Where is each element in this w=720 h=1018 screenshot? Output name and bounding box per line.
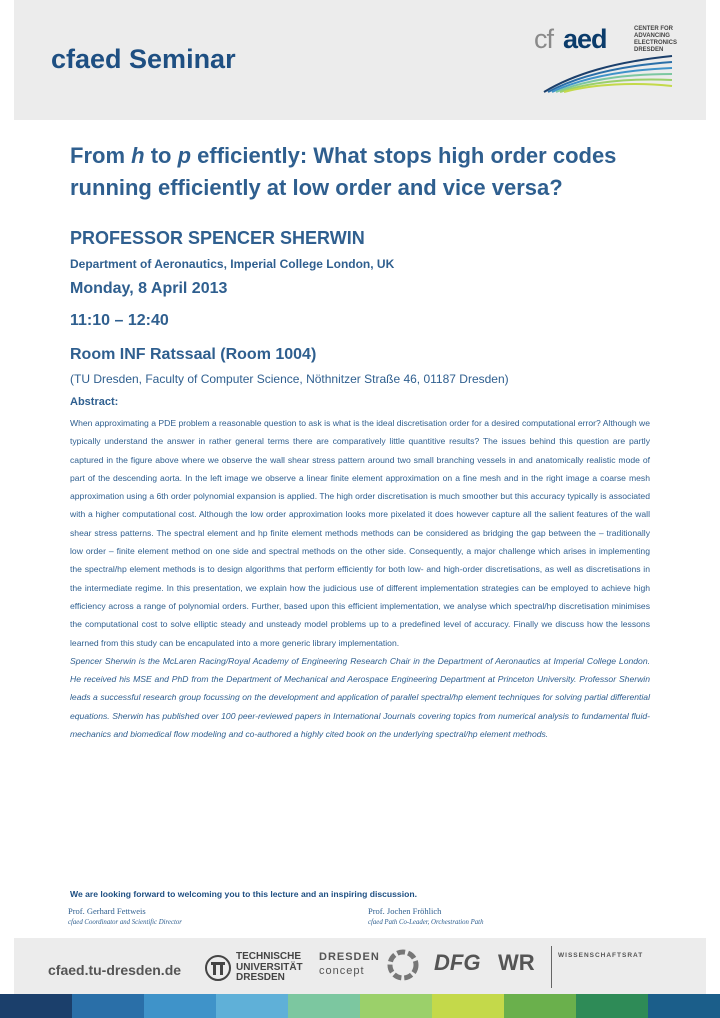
logo-swoosh-icon	[534, 54, 674, 94]
color-strip-segment	[72, 994, 144, 1018]
logo-subtitle-line: DRESDEN	[634, 47, 664, 53]
dresden-concept-ring-icon	[386, 948, 420, 982]
talk-time: 11:10 – 12:40	[70, 312, 169, 329]
footer-url[interactable]: cfaed.tu-dresden.de	[48, 962, 182, 978]
color-strip-segment	[432, 994, 504, 1018]
logo-aed-text: aed	[563, 24, 607, 54]
wissenschaftsrat-text: WISSENSCHAFTSRAT	[558, 952, 644, 959]
tud-line: TECHNISCHE	[236, 951, 302, 962]
talk-title-part: to	[144, 143, 178, 168]
color-strip-segment	[0, 994, 72, 1018]
talk-title-part: efficiently: What stops high order codes running efficiently at low order and vice versa?	[70, 143, 617, 200]
color-strip-segment	[288, 994, 360, 1018]
seminar-title: cfaed Seminar	[51, 44, 236, 74]
tu-dresden-logo	[204, 950, 324, 986]
wr-logo: WR	[498, 950, 535, 975]
talk-date: Monday, 8 April 2013	[70, 280, 228, 297]
dresden-concept-logo	[319, 950, 380, 978]
signatory-name: Prof. Gerhard Fettweis	[68, 906, 146, 916]
room-detail: (TU Dresden, Faculty of Computer Science, Nöthnitzer Straße 46, 01187 Dresden)	[70, 372, 509, 386]
seminar-content	[70, 140, 650, 743]
color-strip-segment	[648, 994, 720, 1018]
tud-line: DRESDEN	[236, 972, 285, 983]
tu-dresden-text	[236, 952, 303, 984]
talk-title-part: From	[70, 143, 132, 168]
logo-subtitle-line: ELECTRONICS	[634, 40, 678, 46]
dfg-logo: DFG	[434, 950, 481, 975]
color-strip-segment	[216, 994, 288, 1018]
color-strip-segment	[504, 994, 576, 1018]
abstract-label: Abstract:	[70, 396, 119, 408]
dresden-concept-line: concept	[319, 965, 365, 977]
signatory-role: cfaed Path Co-Leader, Orchestration Path	[368, 919, 484, 926]
speaker-name: PROFESSOR SPENCER SHERWIN	[70, 228, 365, 248]
signatory-name: Prof. Jochen Fröhlich	[368, 906, 442, 916]
dresden-concept-line: DRESDEN	[319, 951, 380, 963]
signatory-fettweis	[68, 906, 182, 926]
color-strip-segment	[144, 994, 216, 1018]
color-strip-segment	[576, 994, 648, 1018]
tu-dresden-emblem-icon	[204, 954, 232, 982]
logo-subtitle-line: ADVANCING	[634, 33, 670, 39]
welcome-note: We are looking forward to welcoming you to this lecture and an inspiring discussion.	[70, 889, 417, 899]
cfaed-logo	[534, 20, 694, 100]
color-strip-segment	[360, 994, 432, 1018]
header-banner	[14, 0, 706, 120]
signatory-froehlich	[368, 906, 483, 926]
speaker-bio: Spencer Sherwin is the McLaren Racing/Royal Academy of Engineering Research Chair in the Department of Aeronautics at Imperial College London. He received his MSE and PhD from the Department of Mechanical and Aerospace Engineering Department at Princeton University. Professor Sherwin leads a successful research group focussing on the development and application of parallel spectral/hp element techniques for solving partial differential equations. Sherwin has published over 100 peer-reviewed papers in International Journals covering topics from numerical analysis to fundamental fluid-mechanics and biomedical flow modeling and co-authored a highly cited book on the underlying spectral/hp element methods.	[70, 655, 650, 740]
talk-title-p: p	[177, 143, 192, 168]
talk-title-h: h	[131, 143, 145, 168]
abstract-text: When approximating a PDE problem a reasonable question to ask is what is the ideal discretisation order for a desired computational error? Although we typically understand the answer in rather general terms there are comparatively little quantitive results? The issues behind this question are partly captured in the figure above where we observe the wall shear stress pattern around two small branching vessels in and anatomically realistic mode of part of the descending aorta. In the left image we observe a linear finite element approximation on a fine mesh and in the right image a coarse mesh approximation using a 6th order polynomial expansion is applied. The high order discretisation is much smoother but this accuracy typically is associated with a higher computational cost. Although the low order approximation looks more pixelated it does however capture all the salient features of the wall shear stress patterns. The spectral element and hp finite element methods methods can be considered as bridging the gap between the – traditionally low order – finite element method on one side and spectral methods on the other side. Consequently, a major challenge which arises in implementing the spectral/hp element methods is to design algorithms that perform efficiently for both low- and high-order discretisations, as well as discretisations in the intermediate regime. In this presentation, we explain how the judicious use of different implementation strategies can be employed to achieve high efficiency across a range of polynomial orders. Further, based upon this efficient implementation, we analyse which spectral/hp discretisation minimises the computational cost to solve elliptic steady and unsteady model problems up to a predefined level of accuracy. Finally we discuss how the lessons learned from this study can be encapulated into a more generic library implementation.	[70, 418, 650, 648]
footer-banner	[14, 938, 706, 994]
talk-title	[70, 140, 650, 204]
color-strip	[0, 994, 720, 1018]
speaker-department: Department of Aeronautics, Imperial College London, UK	[70, 257, 395, 271]
tud-line: UNIVERSITÄT	[236, 961, 303, 973]
wr-divider	[551, 946, 552, 988]
logo-subtitle-line: CENTER FOR	[634, 26, 673, 32]
logo-subtitle	[634, 26, 694, 54]
talk-room: Room INF Ratssaal (Room 1004)	[70, 346, 317, 363]
signatory-role: cfaed Coordinator and Scientific Director	[68, 919, 182, 926]
logo-cf-text: cf	[534, 24, 554, 54]
